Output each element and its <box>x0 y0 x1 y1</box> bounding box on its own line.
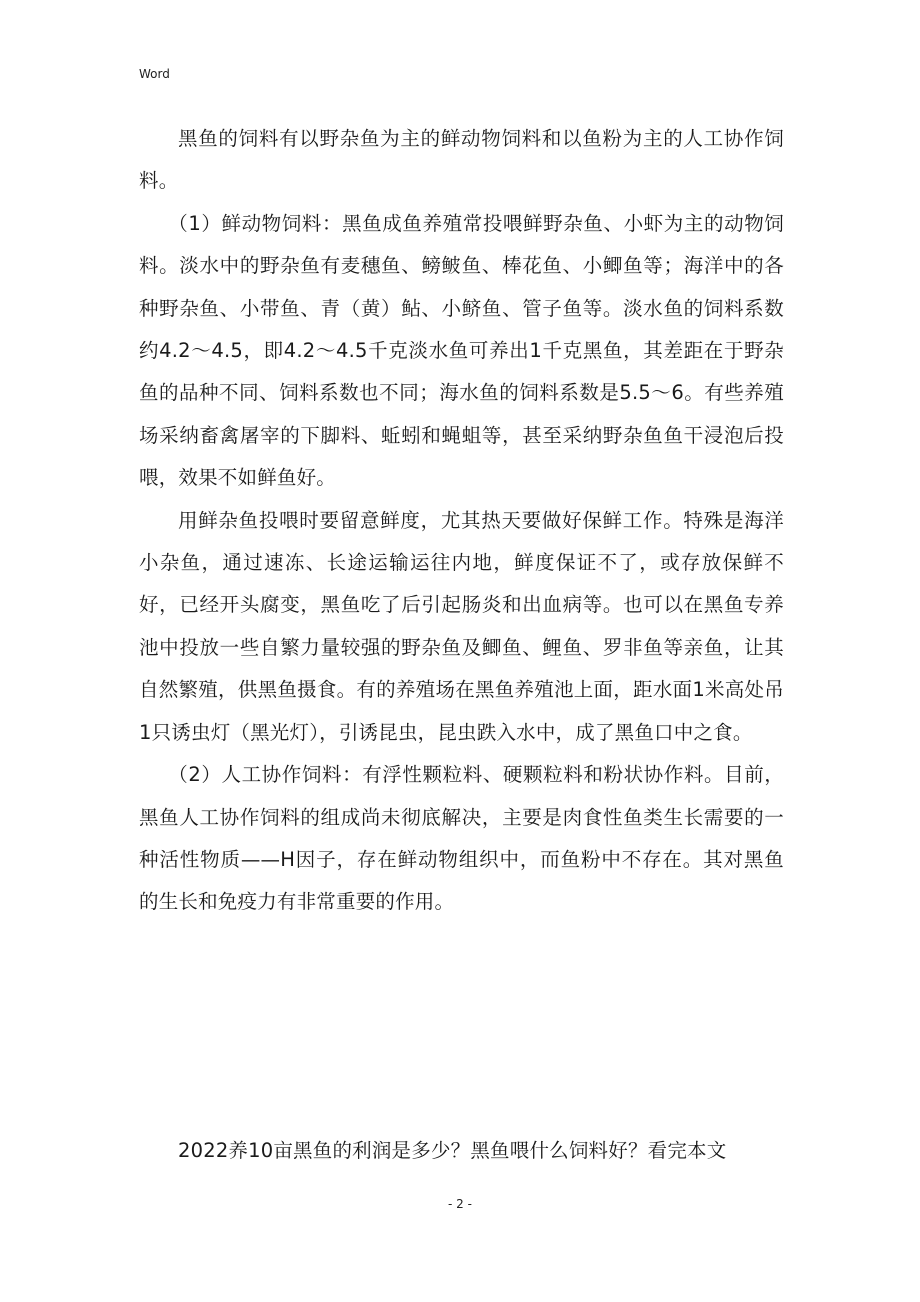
paragraph-fresh-feed: （1）鲜动物饲料：黑鱼成鱼养殖常投喂鲜野杂鱼、小虾为主的动物饲料。淡水中的野杂鱼有麦穗鱼、鳑鲏鱼、棒花鱼、小鲫鱼等；海洋中的各种野杂鱼、小带鱼、青（黄）鲇、小鲚鱼、管子鱼等。淡水鱼的饲料系数约4.2～4.5，即4.2～4.5千克淡水鱼可养出1千克黑鱼，其差距在于野杂鱼的品种不同、饲料系数也不同；海水鱼的饲料系数是5.5～6。有些养殖场采纳畜禽屠宰的下脚料、蚯蚓和蝇蛆等，甚至采纳野杂鱼鱼干浸泡后投喂，效果不如鲜鱼好。 <box>139 211 784 490</box>
paragraph-intro: 黑鱼的饲料有以野杂鱼为主的鲜动物饲料和以鱼粉为主的人工协作饲料。 <box>139 127 784 193</box>
paragraph-artificial-feed: （2）人工协作饲料：有浮性颗粒料、硬颗粒料和粉状协作料。目前，黑鱼人工协作饲料的组成尚未彻底解决，主要是肉食性鱼类生长需要的一种活性物质——H因子，存在鲜动物组织中，而鱼粉中不存在。其对黑鱼的生长和免疫力有非常重要的作用。 <box>139 763 784 914</box>
document-body <box>139 118 784 924</box>
paragraph-closing-title: 2022养10亩黑鱼的利润是多少？黑鱼喂什么饲料好？看完本文 <box>178 1139 727 1162</box>
document-header-label: Word <box>139 67 170 81</box>
page-number: - 2 - <box>448 1197 472 1211</box>
paragraph-feeding-notes: 用鲜杂鱼投喂时要留意鲜度，尤其热天要做好保鲜工作。特殊是海洋小杂鱼，通过速冻、长途运输运往内地，鲜度保证不了，或存放保鲜不好，已经开头腐变，黑鱼吃了后引起肠炎和出血病等。也可以在黑鱼专养池中投放一些自繁力量较强的野杂鱼及鲫鱼、鲤鱼、罗非鱼等亲鱼，让其自然繁殖，供黑鱼摄食。有的养殖场在黑鱼养殖池上面，距水面1米高处吊1只诱虫灯（黑光灯），引诱昆虫，昆虫跌入水中，成了黑鱼口中之食。 <box>139 508 784 744</box>
